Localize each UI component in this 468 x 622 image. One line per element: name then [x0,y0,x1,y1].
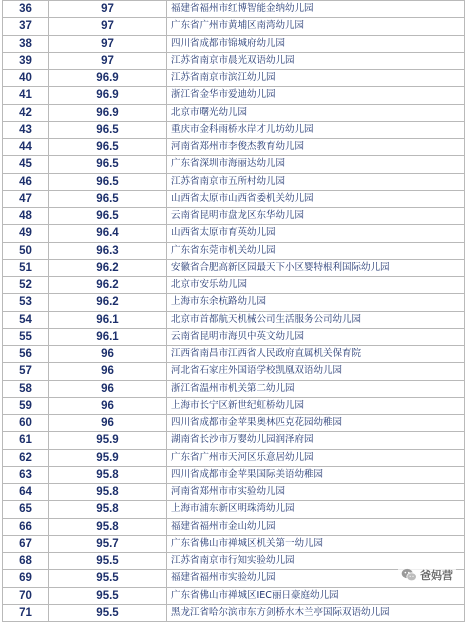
kindergarten-name-cell: 江西省南昌市江西省人民政府直属机关保育院 [167,346,465,363]
rank-cell: 64 [3,484,49,501]
table-row [3,501,465,518]
kindergarten-name-cell: 北京市安乐幼儿园 [167,277,465,294]
table-row [3,35,465,52]
kindergarten-name-cell: 四川省成都市金苹果国际美语幼稚园 [167,466,465,483]
wechat-logo-icon [401,567,417,583]
score-cell: 95.5 [49,570,167,587]
rank-cell: 49 [3,225,49,242]
score-cell: 96.1 [49,328,167,345]
table-row [3,484,465,501]
kindergarten-name-cell: 山西省太原市山西省委机关幼儿园 [167,190,465,207]
rank-cell: 45 [3,156,49,173]
table-row [3,415,465,432]
table-row [3,190,465,207]
table-row [3,311,465,328]
rank-cell: 50 [3,242,49,259]
table-row [3,104,465,121]
kindergarten-name-cell: 广东省广州市黄埔区南湾幼儿园 [167,18,465,35]
watermark-text: 爸妈营 [420,569,453,582]
table-row [3,173,465,190]
kindergarten-name-cell: 上海市东余杭路幼儿园 [167,294,465,311]
kindergarten-name-cell: 上海市浦东新区明珠湾幼儿园 [167,501,465,518]
score-cell: 96.9 [49,70,167,87]
rank-cell: 68 [3,553,49,570]
rank-cell: 38 [3,35,49,52]
kindergarten-name-cell: 浙江省温州市机关第二幼儿园 [167,380,465,397]
table-row [3,380,465,397]
rank-cell: 71 [3,604,49,621]
kindergarten-name-cell: 江苏省南京市五所村幼儿园 [167,173,465,190]
score-cell: 97 [49,35,167,52]
rank-cell: 41 [3,87,49,104]
table-row [3,328,465,345]
table-row [3,518,465,535]
score-cell: 96.5 [49,190,167,207]
table-row [3,466,465,483]
rank-cell: 65 [3,501,49,518]
rank-cell: 37 [3,18,49,35]
rank-cell: 40 [3,70,49,87]
kindergarten-name-cell: 福建省福州市金山幼儿园 [167,518,465,535]
rank-cell: 66 [3,518,49,535]
score-cell: 95.8 [49,518,167,535]
table-row [3,535,465,552]
kindergarten-name-cell: 云南省昆明市盘龙区东华幼儿园 [167,208,465,225]
score-cell: 96.5 [49,139,167,156]
score-cell: 95.5 [49,604,167,621]
score-cell: 97 [49,18,167,35]
score-cell: 95.5 [49,553,167,570]
kindergarten-name-cell: 河南省郑州市市实验幼儿园 [167,484,465,501]
table-row [3,70,465,87]
rank-cell: 51 [3,259,49,276]
watermark [398,566,456,584]
rank-cell: 52 [3,277,49,294]
table-row [3,570,465,587]
rank-cell: 54 [3,311,49,328]
score-cell: 96.4 [49,225,167,242]
kindergarten-name-cell: 上海市长宁区新世纪虹桥幼儿园 [167,397,465,414]
rank-cell: 58 [3,380,49,397]
table-row [3,242,465,259]
kindergarten-name-cell: 安徽省合肥高新区园最天下小区婴特根利国际幼儿园 [167,259,465,276]
table-body [3,1,465,622]
kindergarten-name-cell: 山西省太原市育英幼儿园 [167,225,465,242]
rank-cell: 60 [3,415,49,432]
rank-cell: 42 [3,104,49,121]
rank-cell: 62 [3,449,49,466]
score-cell: 96.9 [49,104,167,121]
table-row [3,346,465,363]
table-row [3,225,465,242]
table-row [3,363,465,380]
kindergarten-name-cell: 广东省东莞市机关幼儿园 [167,242,465,259]
score-cell: 96 [49,397,167,414]
rank-cell: 47 [3,190,49,207]
rank-cell: 43 [3,121,49,138]
rank-cell: 57 [3,363,49,380]
rank-cell: 70 [3,587,49,604]
kindergarten-name-cell: 广东省深圳市海丽达幼儿园 [167,156,465,173]
table-row [3,259,465,276]
rank-cell: 69 [3,570,49,587]
kindergarten-name-cell: 广东省佛山市禅城区IEC丽日豪庭幼儿园 [167,587,465,604]
score-cell: 95.9 [49,432,167,449]
kindergarten-name-cell: 重庆市金科雨桥水岸才儿坊幼儿园 [167,121,465,138]
table-row [3,397,465,414]
rank-cell: 36 [3,1,49,18]
table-row [3,87,465,104]
rank-cell: 55 [3,328,49,345]
score-cell: 96.2 [49,294,167,311]
kindergarten-name-cell: 云南省昆明市海贝中英文幼儿园 [167,328,465,345]
kindergarten-name-cell: 四川省成都市金苹果奥林匹克花园幼稚园 [167,415,465,432]
score-cell: 95.9 [49,449,167,466]
kindergarten-name-cell: 四川省成都市锦城府幼儿园 [167,35,465,52]
score-cell: 96 [49,363,167,380]
score-cell: 96 [49,346,167,363]
score-cell: 96.5 [49,156,167,173]
ranking-table [2,0,465,622]
table-row [3,449,465,466]
score-cell: 97 [49,1,167,18]
kindergarten-name-cell: 湖南省长沙市万婴幼儿园润泽府园 [167,432,465,449]
score-cell: 95.7 [49,535,167,552]
kindergarten-name-cell: 北京市曙光幼儿园 [167,104,465,121]
table-row [3,277,465,294]
score-cell: 96.9 [49,87,167,104]
kindergarten-name-cell: 河北省石家庄外国语学校凯凰双语幼儿园 [167,363,465,380]
score-cell: 95.5 [49,587,167,604]
score-cell: 96.2 [49,277,167,294]
kindergarten-name-cell: 江苏省南京市行知实验幼儿园 [167,553,465,570]
score-cell: 96.5 [49,208,167,225]
table-row [3,587,465,604]
kindergarten-name-cell: 北京市首都航天机械公司生活服务公司幼儿园 [167,311,465,328]
table-row [3,1,465,18]
rank-cell: 63 [3,466,49,483]
rank-cell: 39 [3,52,49,69]
table-row [3,156,465,173]
kindergarten-name-cell: 广东省佛山市禅城区机关第一幼儿园 [167,535,465,552]
table-row [3,208,465,225]
table-row [3,121,465,138]
table-row [3,52,465,69]
kindergarten-name-cell: 江苏省南京市滨江幼儿园 [167,70,465,87]
kindergarten-name-cell: 河南省郑州市李俊杰教育幼儿园 [167,139,465,156]
rank-cell: 67 [3,535,49,552]
score-cell: 96.5 [49,173,167,190]
rank-cell: 56 [3,346,49,363]
score-cell: 95.8 [49,501,167,518]
score-cell: 96.3 [49,242,167,259]
score-cell: 96.1 [49,311,167,328]
rank-cell: 46 [3,173,49,190]
rank-cell: 48 [3,208,49,225]
kindergarten-name-cell: 广东省广州市天河区乐意居幼儿园 [167,449,465,466]
rank-cell: 61 [3,432,49,449]
table-row [3,294,465,311]
score-cell: 96.2 [49,259,167,276]
table-row [3,432,465,449]
table-row [3,604,465,621]
kindergarten-name-cell: 福建省福州市红博智能金纳幼儿园 [167,1,465,18]
score-cell: 97 [49,52,167,69]
table-row [3,553,465,570]
score-cell: 96.5 [49,121,167,138]
kindergarten-name-cell: 浙江省金华市爱迪幼儿园 [167,87,465,104]
kindergarten-name-cell: 黑龙江省哈尔滨市东方剑桥水木兰亭国际双语幼儿园 [167,604,465,621]
kindergarten-name-cell: 福建省福州市实验幼儿园 [167,570,465,587]
score-cell: 95.8 [49,484,167,501]
score-cell: 96 [49,415,167,432]
rank-cell: 53 [3,294,49,311]
score-cell: 96 [49,380,167,397]
rank-cell: 59 [3,397,49,414]
score-cell: 95.8 [49,466,167,483]
table-row [3,18,465,35]
kindergarten-name-cell: 江苏省南京市晨光双语幼儿园 [167,52,465,69]
table-row [3,139,465,156]
rank-cell: 44 [3,139,49,156]
